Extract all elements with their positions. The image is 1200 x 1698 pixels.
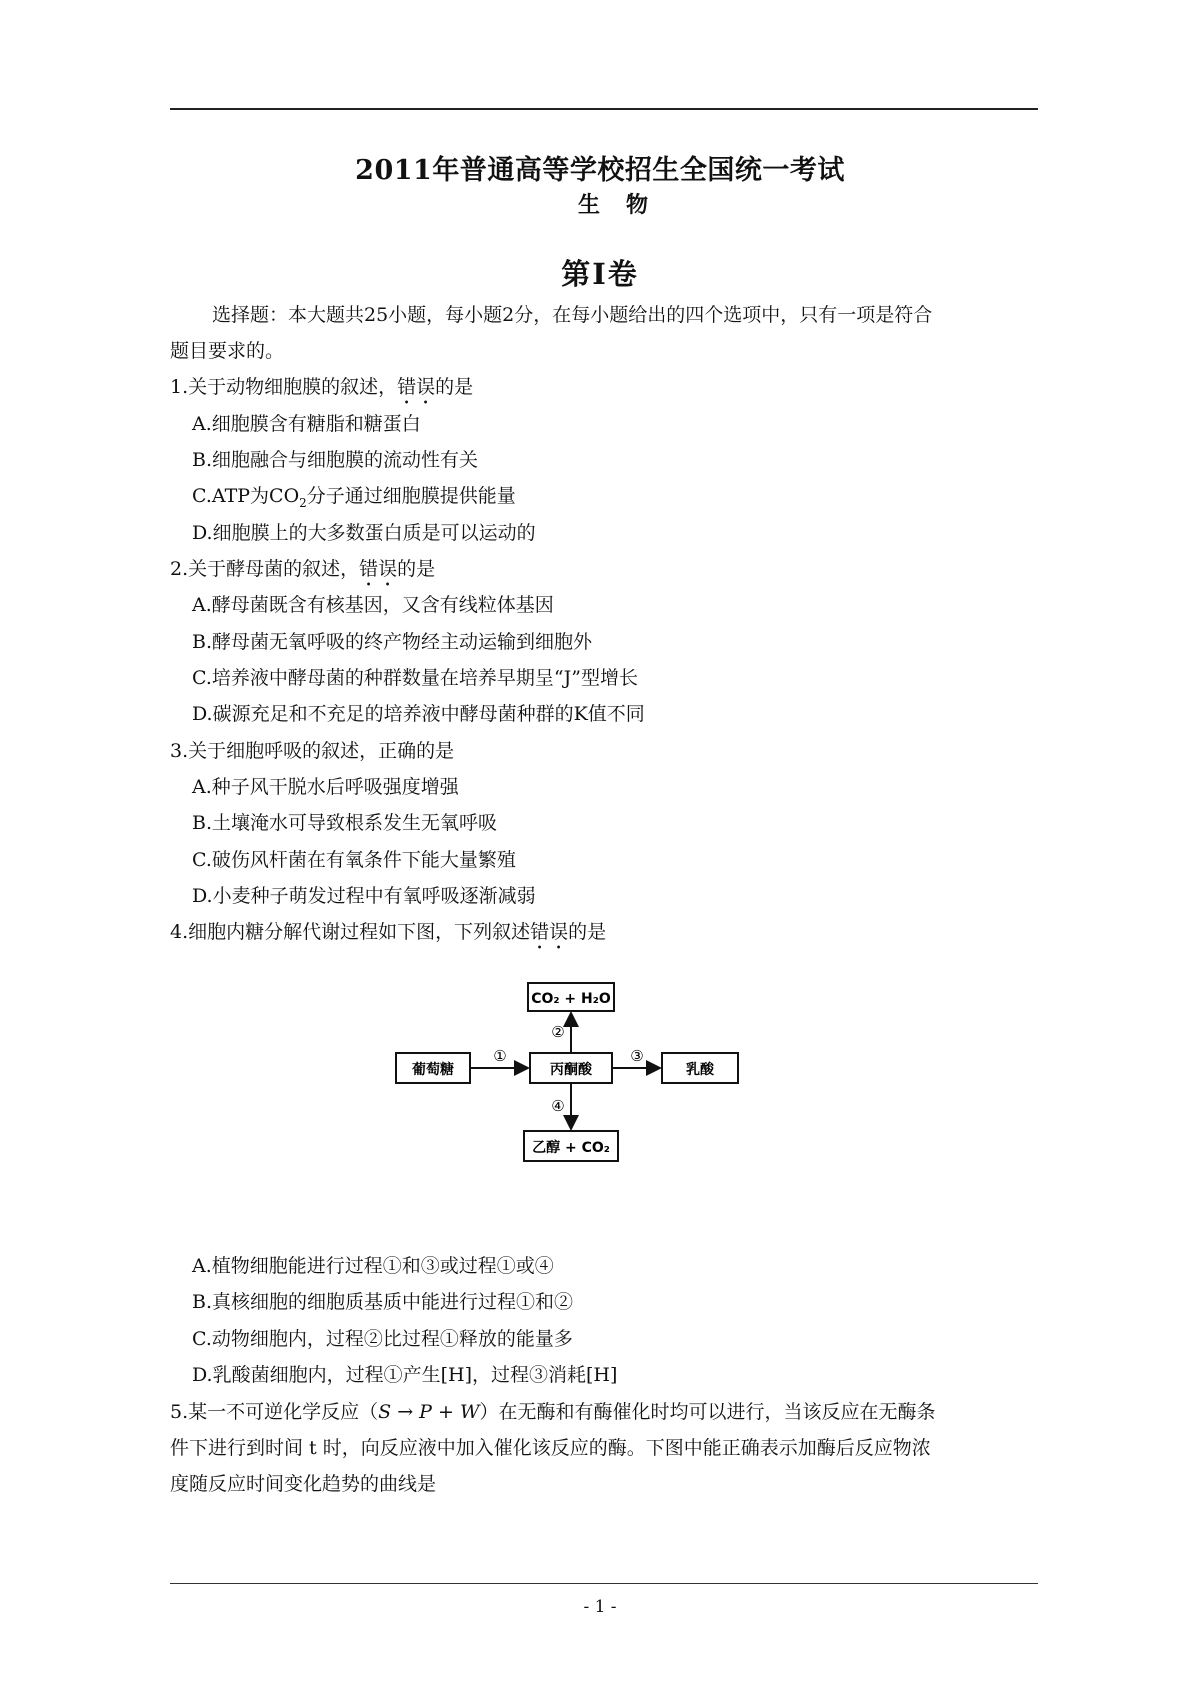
q2-stem-emphasis: 错误 (359, 558, 398, 580)
q1-stem-post: 的是 (435, 376, 474, 398)
q5-line-1 (170, 1400, 935, 1424)
q5-line-1-post: ）在无酶和有酶催化时均可以进行，当该反应在无酶条 (479, 1401, 936, 1423)
q5-line-1-pre: 5.某一不可逆化学反应（ (170, 1401, 379, 1423)
step-4-label: ④ (551, 1097, 565, 1115)
bottom-box-label: 乙醇 + CO₂ (532, 1140, 610, 1156)
volume-title: 第I卷 (561, 257, 639, 291)
q1-option-a: A.细胞膜含有糖脂和糖蛋白 (192, 413, 421, 435)
exam-title: 2011年普通高等学校招生全国统一考试 (355, 155, 845, 186)
page-number: - 1 - (583, 1597, 617, 1617)
q3-option-d: D.小麦种子萌发过程中有氧呼吸逐渐减弱 (192, 885, 536, 907)
q3-stem: 3.关于细胞呼吸的叙述，正确的是 (170, 740, 455, 762)
q4-option-a: A.植物细胞能进行过程①和③或过程①或④ (192, 1255, 554, 1277)
q1-option-c-post: 分子通过细胞膜提供能量 (306, 485, 516, 507)
q1-stem (170, 375, 473, 409)
pyruvate-label: 丙酮酸 (550, 1062, 592, 1078)
lactate-label: 乳酸 (686, 1062, 714, 1078)
q1-option-c-sub: 2 (299, 495, 307, 510)
top-product-box (528, 983, 614, 1011)
q4-option-d: D.乳酸菌细胞内，过程①产生[H]，过程③消耗[H] (192, 1364, 618, 1386)
top-rule (170, 108, 1038, 110)
q2-option-c: C.培养液中酵母菌的种群数量在培养早期呈“J”型增长 (192, 667, 638, 689)
lactate-box (662, 1053, 738, 1083)
q2-option-b: B.酵母菌无氧呼吸的终产物经主动运输到细胞外 (192, 631, 593, 653)
q4-stem (170, 920, 606, 954)
q1-stem-pre: 1.关于动物细胞膜的叙述， (170, 376, 398, 398)
q4-stem-emphasis: 错误 (530, 921, 569, 943)
glucose-label: 葡萄糖 (412, 1062, 454, 1078)
q1-option-c (192, 484, 516, 515)
glucose-box (396, 1053, 470, 1083)
top-box-label: CO₂ + H₂O (531, 991, 611, 1007)
q5-formula: S → P + W (378, 1401, 480, 1423)
q4-option-b: B.真核细胞的细胞质基质中能进行过程①和② (192, 1291, 574, 1313)
q1-option-b: B.细胞融合与细胞膜的流动性有关 (192, 449, 479, 471)
q1-option-d: D.细胞膜上的大多数蛋白质是可以运动的 (192, 522, 536, 544)
pyruvate-box (530, 1053, 612, 1083)
q3-option-b: B.土壤淹水可导致根系发生无氧呼吸 (192, 812, 498, 834)
subject-title: 生物 (577, 192, 674, 218)
step-1-label: ① (493, 1047, 507, 1065)
intro-line-1: 选择题：本大题共25小题，每小题2分，在每小题给出的四个选项中，只有一项是符合 (212, 304, 933, 326)
bottom-rule (170, 1583, 1038, 1584)
bottom-product-box (524, 1131, 618, 1161)
glucose-metabolism-diagram (380, 975, 760, 1175)
step-2-label: ② (551, 1023, 565, 1041)
q2-stem-post: 的是 (397, 558, 436, 580)
q4-stem-post: 的是 (568, 921, 607, 943)
q2-option-a: A.酵母菌既含有核基因，又含有线粒体基因 (192, 594, 554, 616)
q4-option-c: C.动物细胞内，过程②比过程①释放的能量多 (192, 1328, 573, 1350)
q5-line-2: 件下进行到时间 t 时，向反应液中加入催化该反应的酶。下图中能正确表示加酶后反应物浓 (170, 1437, 931, 1459)
q1-option-c-pre: C.ATP为CO (192, 485, 300, 507)
q5-line-3: 度随反应时间变化趋势的曲线是 (170, 1473, 437, 1495)
q1-stem-emphasis: 错误 (397, 376, 436, 398)
q3-option-a: A.种子风干脱水后呼吸强度增强 (192, 776, 459, 798)
intro-line-2: 题目要求的。 (170, 340, 285, 362)
step-3-label: ③ (630, 1047, 644, 1065)
q2-stem-pre: 2.关于酵母菌的叙述， (170, 558, 360, 580)
q3-option-c: C.破伤风杆菌在有氧条件下能大量繁殖 (192, 849, 516, 871)
q2-stem (170, 557, 435, 591)
q2-option-d: D.碳源充足和不充足的培养液中酵母菌种群的K值不同 (192, 703, 645, 725)
q4-stem-pre: 4.细胞内糖分解代谢过程如下图，下列叙述 (170, 921, 531, 943)
